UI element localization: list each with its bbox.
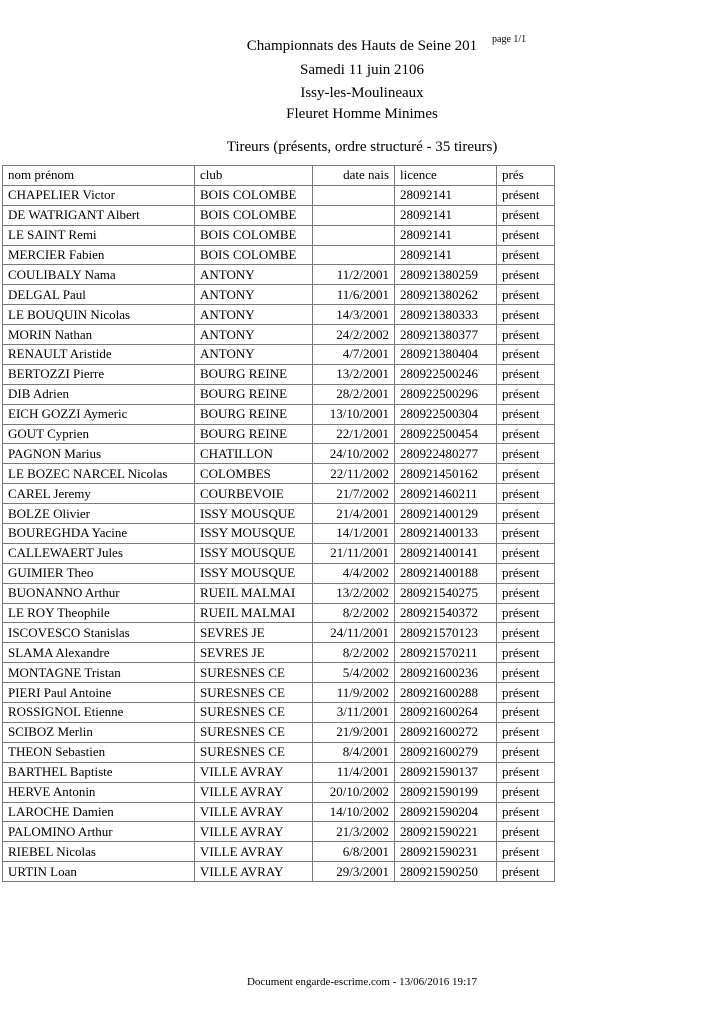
cell-name: ROSSIGNOL Etienne	[3, 703, 195, 723]
cell-licence: 280921380404	[395, 345, 497, 365]
cell-club: BOURG REINE	[195, 364, 313, 384]
cell-birthdate	[313, 225, 395, 245]
table-row	[3, 245, 555, 265]
cell-name: BOLZE Olivier	[3, 504, 195, 524]
cell-birthdate: 8/2/2002	[313, 643, 395, 663]
cell-birthdate: 5/4/2002	[313, 663, 395, 683]
table-row	[3, 325, 555, 345]
table-row	[3, 563, 555, 583]
cell-licence: 280921600236	[395, 663, 497, 683]
cell-name: SLAMA Alexandre	[3, 643, 195, 663]
cell-name: DIB Adrien	[3, 384, 195, 404]
cell-name: RENAULT Aristide	[3, 345, 195, 365]
cell-birthdate: 3/11/2001	[313, 703, 395, 723]
table-row	[3, 404, 555, 424]
table-header-row	[3, 166, 555, 186]
cell-presence: présent	[497, 265, 555, 285]
cell-name: LE ROY Theophile	[3, 603, 195, 623]
cell-birthdate: 21/11/2001	[313, 543, 395, 563]
cell-club: SEVRES JE	[195, 623, 313, 643]
cell-club: VILLE AVRAY	[195, 762, 313, 782]
cell-birthdate: 14/10/2002	[313, 802, 395, 822]
cell-birthdate: 21/9/2001	[313, 722, 395, 742]
cell-licence: 280922500246	[395, 364, 497, 384]
cell-birthdate: 22/1/2001	[313, 424, 395, 444]
table-row	[3, 762, 555, 782]
column-header-name: nom prénom	[3, 166, 195, 186]
cell-presence: présent	[497, 524, 555, 544]
cell-licence: 280921590250	[395, 862, 497, 882]
cell-name: DELGAL Paul	[3, 285, 195, 305]
cell-birthdate: 24/11/2001	[313, 623, 395, 643]
cell-name: MERCIER Fabien	[3, 245, 195, 265]
cell-club: ISSY MOUSQUE	[195, 543, 313, 563]
cell-licence: 280921540275	[395, 583, 497, 603]
column-header-birthdate: date nais	[313, 166, 395, 186]
cell-birthdate: 28/2/2001	[313, 384, 395, 404]
cell-name: LE BOZEC NARCEL Nicolas	[3, 464, 195, 484]
cell-presence: présent	[497, 623, 555, 643]
cell-presence: présent	[497, 225, 555, 245]
cell-presence: présent	[497, 802, 555, 822]
cell-birthdate: 24/2/2002	[313, 325, 395, 345]
cell-presence: présent	[497, 364, 555, 384]
cell-name: BOUREGHDA Yacine	[3, 524, 195, 544]
table-row	[3, 285, 555, 305]
cell-name: BUONANNO Arthur	[3, 583, 195, 603]
cell-birthdate: 22/11/2002	[313, 464, 395, 484]
cell-club: ISSY MOUSQUE	[195, 563, 313, 583]
table-row	[3, 345, 555, 365]
table-row	[3, 384, 555, 404]
table-row	[3, 424, 555, 444]
cell-birthdate: 14/3/2001	[313, 305, 395, 325]
cell-birthdate: 11/4/2001	[313, 762, 395, 782]
cell-birthdate: 4/7/2001	[313, 345, 395, 365]
cell-presence: présent	[497, 663, 555, 683]
cell-presence: présent	[497, 703, 555, 723]
page-title: Championnats des Hauts de Seine 201	[246, 38, 478, 54]
cell-club: CHATILLON	[195, 444, 313, 464]
cell-name: BERTOZZI Pierre	[3, 364, 195, 384]
cell-birthdate	[313, 205, 395, 225]
cell-club: SURESNES CE	[195, 742, 313, 762]
cell-club: BOURG REINE	[195, 424, 313, 444]
cell-licence: 28092141	[395, 205, 497, 225]
table-row	[3, 464, 555, 484]
cell-licence: 280921400188	[395, 563, 497, 583]
cell-birthdate: 21/4/2001	[313, 504, 395, 524]
table-row	[3, 862, 555, 882]
cell-birthdate	[313, 245, 395, 265]
cell-club: BOIS COLOMBE	[195, 225, 313, 245]
cell-club: ANTONY	[195, 345, 313, 365]
cell-name: CALLEWAERT Jules	[3, 543, 195, 563]
cell-presence: présent	[497, 842, 555, 862]
cell-presence: présent	[497, 762, 555, 782]
event-name: Fleuret Homme Minimes	[286, 106, 438, 122]
table-row	[3, 225, 555, 245]
cell-name: EICH GOZZI Aymeric	[3, 404, 195, 424]
cell-presence: présent	[497, 683, 555, 703]
cell-name: BARTHEL Baptiste	[3, 762, 195, 782]
cell-club: VILLE AVRAY	[195, 802, 313, 822]
cell-club: BOURG REINE	[195, 404, 313, 424]
table-row	[3, 185, 555, 205]
cell-birthdate: 20/10/2002	[313, 782, 395, 802]
table-row	[3, 802, 555, 822]
cell-club: VILLE AVRAY	[195, 862, 313, 882]
cell-club: VILLE AVRAY	[195, 782, 313, 802]
cell-licence: 280921460211	[395, 484, 497, 504]
cell-licence: 280921570123	[395, 623, 497, 643]
cell-name: ISCOVESCO Stanislas	[3, 623, 195, 643]
event-date: Samedi 11 juin 2106	[299, 62, 425, 78]
table-row	[3, 683, 555, 703]
table-subtitle: Tireurs (présents, ordre structuré - 35 tireurs)	[226, 139, 498, 155]
cell-club: BOIS COLOMBE	[195, 205, 313, 225]
table-row	[3, 205, 555, 225]
table-row	[3, 543, 555, 563]
cell-club: ANTONY	[195, 305, 313, 325]
cell-club: ISSY MOUSQUE	[195, 524, 313, 544]
cell-club: SURESNES CE	[195, 722, 313, 742]
cell-name: LE SAINT Remi	[3, 225, 195, 245]
cell-licence: 280922500454	[395, 424, 497, 444]
cell-presence: présent	[497, 285, 555, 305]
cell-licence: 280921590231	[395, 842, 497, 862]
table-row	[3, 603, 555, 623]
table-row	[3, 484, 555, 504]
cell-name: THEON Sebastien	[3, 742, 195, 762]
cell-club: SURESNES CE	[195, 703, 313, 723]
table-row	[3, 524, 555, 544]
cell-club: VILLE AVRAY	[195, 822, 313, 842]
cell-birthdate: 11/6/2001	[313, 285, 395, 305]
cell-licence: 280921380259	[395, 265, 497, 285]
cell-birthdate: 13/10/2001	[313, 404, 395, 424]
cell-club: SEVRES JE	[195, 643, 313, 663]
cell-name: COULIBALY Nama	[3, 265, 195, 285]
cell-presence: présent	[497, 245, 555, 265]
fencers-table	[2, 165, 555, 882]
table-row	[3, 703, 555, 723]
table-row	[3, 643, 555, 663]
table-row	[3, 722, 555, 742]
cell-presence: présent	[497, 205, 555, 225]
cell-presence: présent	[497, 325, 555, 345]
table-row	[3, 623, 555, 643]
cell-club: RUEIL MALMAI	[195, 603, 313, 623]
cell-licence: 280921540372	[395, 603, 497, 623]
cell-presence: présent	[497, 742, 555, 762]
cell-name: SCIBOZ Merlin	[3, 722, 195, 742]
cell-club: ANTONY	[195, 285, 313, 305]
cell-birthdate: 13/2/2002	[313, 583, 395, 603]
cell-licence: 280921600279	[395, 742, 497, 762]
cell-presence: présent	[497, 822, 555, 842]
cell-club: VILLE AVRAY	[195, 842, 313, 862]
cell-birthdate: 24/10/2002	[313, 444, 395, 464]
cell-licence: 280921590137	[395, 762, 497, 782]
cell-licence: 280922480277	[395, 444, 497, 464]
cell-name: GUIMIER Theo	[3, 563, 195, 583]
cell-licence: 280921400129	[395, 504, 497, 524]
cell-licence: 280921380377	[395, 325, 497, 345]
cell-club: BOIS COLOMBE	[195, 245, 313, 265]
cell-presence: présent	[497, 563, 555, 583]
cell-presence: présent	[497, 583, 555, 603]
cell-birthdate	[313, 185, 395, 205]
cell-birthdate: 6/8/2001	[313, 842, 395, 862]
cell-birthdate: 21/7/2002	[313, 484, 395, 504]
cell-licence: 280922500304	[395, 404, 497, 424]
cell-licence: 280921380262	[395, 285, 497, 305]
page-footer: Document engarde-escrime.com - 13/06/2016 19:17	[246, 976, 478, 988]
cell-name: MONTAGNE Tristan	[3, 663, 195, 683]
cell-birthdate: 8/4/2001	[313, 742, 395, 762]
cell-licence: 280921400141	[395, 543, 497, 563]
cell-name: CAREL Jeremy	[3, 484, 195, 504]
cell-presence: présent	[497, 464, 555, 484]
cell-birthdate: 4/4/2002	[313, 563, 395, 583]
page-number: page 1/1	[492, 34, 527, 45]
cell-presence: présent	[497, 722, 555, 742]
table-row	[3, 364, 555, 384]
cell-licence: 280921450162	[395, 464, 497, 484]
cell-birthdate: 11/9/2002	[313, 683, 395, 703]
cell-name: LAROCHE Damien	[3, 802, 195, 822]
cell-presence: présent	[497, 603, 555, 623]
cell-licence: 280921600288	[395, 683, 497, 703]
cell-name: GOUT Cyprien	[3, 424, 195, 444]
cell-club: RUEIL MALMAI	[195, 583, 313, 603]
cell-club: COURBEVOIE	[195, 484, 313, 504]
cell-club: BOURG REINE	[195, 384, 313, 404]
table-row	[3, 504, 555, 524]
cell-club: ANTONY	[195, 265, 313, 285]
cell-licence: 280921590204	[395, 802, 497, 822]
column-header-licence: licence	[395, 166, 497, 186]
cell-presence: présent	[497, 862, 555, 882]
cell-licence: 280921570211	[395, 643, 497, 663]
cell-licence: 28092141	[395, 225, 497, 245]
cell-birthdate: 14/1/2001	[313, 524, 395, 544]
cell-presence: présent	[497, 484, 555, 504]
cell-name: CHAPELIER Victor	[3, 185, 195, 205]
table-row	[3, 583, 555, 603]
table-row	[3, 822, 555, 842]
event-city: Issy-les-Moulineaux	[300, 85, 424, 101]
cell-birthdate: 21/3/2002	[313, 822, 395, 842]
table-row	[3, 842, 555, 862]
cell-birthdate: 11/2/2001	[313, 265, 395, 285]
cell-licence: 280921590221	[395, 822, 497, 842]
cell-birthdate: 29/3/2001	[313, 862, 395, 882]
cell-presence: présent	[497, 345, 555, 365]
cell-name: PAGNON Marius	[3, 444, 195, 464]
cell-presence: présent	[497, 305, 555, 325]
cell-club: COLOMBES	[195, 464, 313, 484]
cell-club: BOIS COLOMBE	[195, 185, 313, 205]
column-header-presence: prés	[497, 166, 555, 186]
cell-presence: présent	[497, 404, 555, 424]
cell-name: RIEBEL Nicolas	[3, 842, 195, 862]
cell-name: URTIN Loan	[3, 862, 195, 882]
table-row	[3, 444, 555, 464]
cell-licence: 280921590199	[395, 782, 497, 802]
cell-name: PALOMINO Arthur	[3, 822, 195, 842]
cell-licence: 280922500296	[395, 384, 497, 404]
table-row	[3, 782, 555, 802]
cell-name: PIERI Paul Antoine	[3, 683, 195, 703]
cell-licence: 28092141	[395, 245, 497, 265]
cell-club: SURESNES CE	[195, 663, 313, 683]
cell-name: MORIN Nathan	[3, 325, 195, 345]
table-body	[3, 185, 555, 881]
cell-licence: 280921400133	[395, 524, 497, 544]
table-row	[3, 663, 555, 683]
table-row	[3, 742, 555, 762]
cell-club: SURESNES CE	[195, 683, 313, 703]
table-row	[3, 305, 555, 325]
cell-presence: présent	[497, 444, 555, 464]
cell-club: ISSY MOUSQUE	[195, 504, 313, 524]
cell-presence: présent	[497, 504, 555, 524]
cell-licence: 28092141	[395, 185, 497, 205]
cell-presence: présent	[497, 424, 555, 444]
cell-club: ANTONY	[195, 325, 313, 345]
column-header-club: club	[195, 166, 313, 186]
cell-presence: présent	[497, 384, 555, 404]
cell-name: LE BOUQUIN Nicolas	[3, 305, 195, 325]
cell-birthdate: 8/2/2002	[313, 603, 395, 623]
cell-presence: présent	[497, 185, 555, 205]
cell-name: HERVE Antonin	[3, 782, 195, 802]
cell-presence: présent	[497, 643, 555, 663]
cell-licence: 280921380333	[395, 305, 497, 325]
cell-licence: 280921600264	[395, 703, 497, 723]
cell-name: DE WATRIGANT Albert	[3, 205, 195, 225]
cell-birthdate: 13/2/2001	[313, 364, 395, 384]
cell-presence: présent	[497, 543, 555, 563]
cell-licence: 280921600272	[395, 722, 497, 742]
cell-presence: présent	[497, 782, 555, 802]
table-row	[3, 265, 555, 285]
